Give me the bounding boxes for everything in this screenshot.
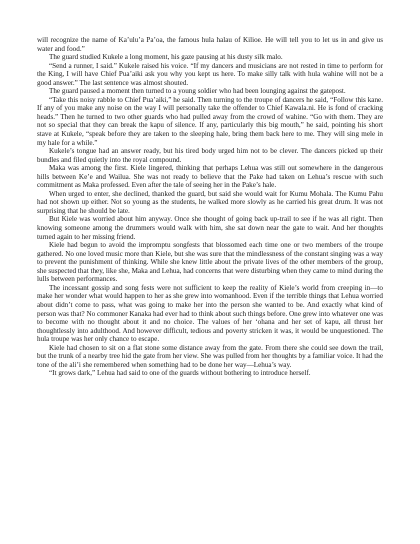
paragraph: Kiele had begun to avoid the impromptu songfests that blossomed each time one or two members of the troupe gathered. No one loved music more than Kiele, but she was sure that the mindlessness of the constant singing was a way to prevent the punishment of thinking. While she knew little about the private lives of the other members of the group, she suspected that they, like she, Maka and Lehua, had concerns that were disturbing when they came to mind during the lulls between performances. bbox=[37, 241, 383, 284]
paragraph: When urged to enter, she declined, thanked the guard, but said she would wait for Kumu Mohala. The Kumu Pahu had not shown up either. Not so young as the students, he walked more slowly as he carried his great drum. It was not surprising that he should be late. bbox=[37, 189, 383, 215]
paragraph: The guard paused a moment then turned to a young soldier who had been lounging against the gatepost. bbox=[49, 87, 346, 96]
paragraph: will recognize the name of Ka’ulu’a Pa’oa, the famous hula halau of Kilioe. He will tell you to let us in and give us water and food.” bbox=[37, 36, 383, 53]
paragraph: The incessant gossip and song fests were not sufficient to keep the reality of Kiele’s world from creeping in—to make her wonder what would happen to her as she grew into womanhood. Even if the terrible things that Lehua worried about didn’t come to pass, what was going to make her into the person she wanted to be. And exactly what kind of person was that? No commoner Kanaka had ever had to think about such things before. One grew into whatever one was to become with no thought about it and no choice. The values of her ‘ohana and her set of kapu, all thrust her thoughtlessly into adulthood. And however difficult, tedious and poverty stricken it was, it would be unquestioned. The hula troupe was her only chance to escape. bbox=[37, 283, 383, 344]
paragraph: “Take this noisy rabble to Chief Pua’aiki,” he said. Then turning to the troupe of dancers he said, “Follow this kane. If any of you make any noise on the way I will personally take the offender to Chief Kawala.ni. He is fond of cracking heads.” Then he turned to two other guards who had pulled away from the crowd of wahine. “Go with them. They are not so special that they can break the kapu of silence. If any, particularly this big mouth,” he said, pointing his short stave at Kukele, “speak before they are taken to the sleeping hale, bring them back here to me. They will sing mele in my hale for a while.” bbox=[37, 95, 383, 147]
paragraph: Maka was among the first. Kiele lingered, thinking that perhaps Lehua was still out somewhere in the dangerous hills between Ke’e and Wailua. She was not ready to believe that the Pake had taken on Lehua’s rescue with such commitment as Maka professed. Even after the tale of seeing her in the Pake’s hale. bbox=[37, 164, 383, 190]
paragraph: “It grows dark,” Lehua had said to one of the guards without bothering to introduce herself. bbox=[49, 369, 311, 378]
paragraph: Kiele had chosen to sit on a flat stone some distance away from the gate. From there she could see down the trail, but the trunk of a nearby tree hid the gate from her view. She was pulled from her thoughts by a familiar voice. It had the tone of the ali’i she remembered when something had to be done her way—Lehua’s way. bbox=[37, 343, 383, 369]
paragraph: “Send a runner, I said.” Kukele raised his voice. “If my dancers and musicians are not rested in time to perform for the King, I will have Chief Pua’aiki ask you why you kept us here. To make silly talk with hula wahine will not be a good answer.” The last sentence was almost shouted. bbox=[37, 61, 383, 87]
paragraph: But Kiele was worried about him anyway. Once she thought of going back up-trail to see if he was all right. Then knowing someone among the drummers would walk with him, she sat down near the gate to wait. And her thoughts turned again to her missing friend. bbox=[37, 215, 383, 241]
paragraph: Kukele’s tongue had an answer ready, but his tired body urged him not to be clever. The dancers picked up their bundles and filed quietly into the royal compound. bbox=[37, 147, 383, 164]
paragraph: The guard studied Kukele a long moment, his gaze pausing at his dusty silk malo. bbox=[49, 53, 283, 62]
